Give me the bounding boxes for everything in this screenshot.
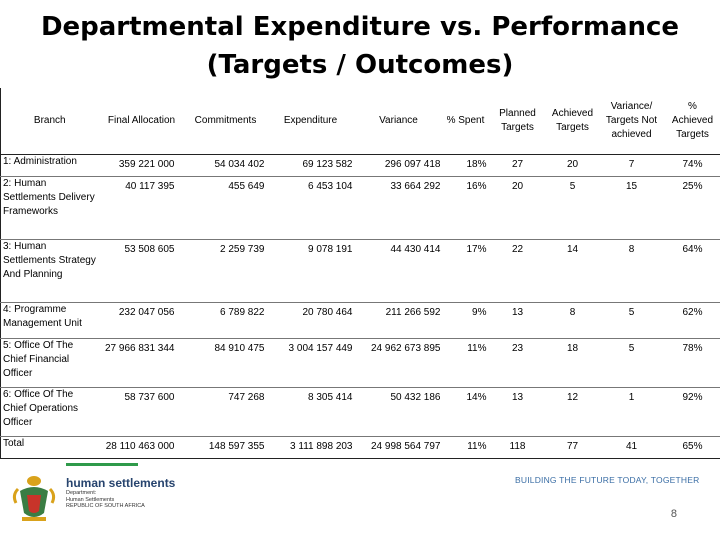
cell-final-allocation: 53 508 605 <box>99 240 185 303</box>
cell-planned: 20 <box>489 177 547 240</box>
cell-branch: 3: Human Settlements Strategy And Planning <box>1 240 99 303</box>
cell-pct-achieved: 92% <box>665 388 720 437</box>
cell-planned: 118 <box>489 437 547 459</box>
header-commitments: Commitments <box>185 88 267 155</box>
cell-not-achieved: 15 <box>599 177 665 240</box>
cell-not-achieved: 1 <box>599 388 665 437</box>
cell-expenditure: 3 004 157 449 <box>267 339 355 388</box>
cell-pct-achieved: 62% <box>665 303 720 339</box>
cell-expenditure: 69 123 582 <box>267 155 355 177</box>
title-line-1: Departmental Expenditure vs. Performance <box>40 12 680 42</box>
cell-variance: 50 432 186 <box>355 388 443 437</box>
cell-final-allocation: 40 117 395 <box>99 177 185 240</box>
cell-branch: 4: Programme Management Unit <box>1 303 99 339</box>
cell-pct-achieved: 78% <box>665 339 720 388</box>
table-header-row <box>1 88 720 155</box>
cell-pct-spent: 11% <box>443 339 489 388</box>
cell-not-achieved: 5 <box>599 339 665 388</box>
table-row <box>1 388 720 437</box>
cell-pct-spent: 16% <box>443 177 489 240</box>
cell-not-achieved: 41 <box>599 437 665 459</box>
cell-final-allocation: 232 047 056 <box>99 303 185 339</box>
cell-planned: 27 <box>489 155 547 177</box>
cell-variance: 296 097 418 <box>355 155 443 177</box>
cell-commitments: 84 910 475 <box>185 339 267 388</box>
cell-planned: 13 <box>489 303 547 339</box>
cell-final-allocation: 58 737 600 <box>99 388 185 437</box>
cell-pct-achieved: 64% <box>665 240 720 303</box>
table-row <box>1 303 720 339</box>
header-expenditure: Expenditure <box>267 88 355 155</box>
cell-achieved: 14 <box>547 240 599 303</box>
table-row <box>1 240 720 303</box>
cell-achieved: 8 <box>547 303 599 339</box>
cell-pct-achieved: 25% <box>665 177 720 240</box>
header-not-achieved: Variance/ Targets Not achieved <box>599 88 665 155</box>
table-row <box>1 177 720 240</box>
cell-branch: Total <box>1 437 99 459</box>
cell-achieved: 18 <box>547 339 599 388</box>
cell-expenditure: 3 111 898 203 <box>267 437 355 459</box>
cell-final-allocation: 359 221 000 <box>99 155 185 177</box>
cell-achieved: 12 <box>547 388 599 437</box>
cell-commitments: 6 789 822 <box>185 303 267 339</box>
cell-pct-spent: 9% <box>443 303 489 339</box>
header-pct-achieved: % Achieved Targets <box>665 88 720 155</box>
cell-expenditure: 9 078 191 <box>267 240 355 303</box>
header-planned-targets: Planned Targets <box>489 88 547 155</box>
logo-title: human settlements <box>66 476 176 490</box>
slide-title <box>0 8 720 84</box>
header-variance: Variance <box>355 88 443 155</box>
cell-branch: 1: Administration <box>1 155 99 177</box>
cell-planned: 13 <box>489 388 547 437</box>
cell-expenditure: 8 305 414 <box>267 388 355 437</box>
cell-expenditure: 6 453 104 <box>267 177 355 240</box>
slide-footer <box>0 461 720 540</box>
cell-planned: 23 <box>489 339 547 388</box>
cell-commitments: 54 034 402 <box>185 155 267 177</box>
cell-pct-spent: 11% <box>443 437 489 459</box>
table-row-total <box>1 437 720 459</box>
logo-subtitle-1: Department: <box>66 490 97 496</box>
header-pct-spent: % Spent <box>443 88 489 155</box>
page-number: 8 <box>670 508 677 520</box>
tagline: BUILDING THE FUTURE TODAY, TOGETHER <box>515 475 700 485</box>
cell-branch: 5: Office Of The Chief Financial Officer <box>1 339 99 388</box>
cell-variance: 24 962 673 895 <box>355 339 443 388</box>
cell-variance: 44 430 414 <box>355 240 443 303</box>
expenditure-table <box>0 88 720 459</box>
cell-final-allocation: 28 110 463 000 <box>99 437 185 459</box>
header-final-allocation: Final Allocation <box>99 88 185 155</box>
cell-commitments: 148 597 355 <box>185 437 267 459</box>
header-achieved-targets: Achieved Targets <box>547 88 599 155</box>
cell-pct-spent: 17% <box>443 240 489 303</box>
cell-commitments: 455 649 <box>185 177 267 240</box>
cell-final-allocation: 27 966 831 344 <box>99 339 185 388</box>
cell-variance: 33 664 292 <box>355 177 443 240</box>
table-row <box>1 339 720 388</box>
cell-achieved: 20 <box>547 155 599 177</box>
cell-not-achieved: 8 <box>599 240 665 303</box>
coat-of-arms-icon <box>10 473 58 525</box>
cell-pct-achieved: 65% <box>665 437 720 459</box>
department-logo <box>66 466 175 510</box>
cell-pct-spent: 14% <box>443 388 489 437</box>
cell-planned: 22 <box>489 240 547 303</box>
cell-branch: 2: Human Settlements Delivery Frameworks <box>1 177 99 240</box>
table-row <box>1 155 720 177</box>
logo-subtitle-3: REPUBLIC OF SOUTH AFRICA <box>66 503 145 509</box>
cell-achieved: 77 <box>547 437 599 459</box>
header-branch: Branch <box>1 88 99 155</box>
cell-variance: 24 998 564 797 <box>355 437 443 459</box>
cell-commitments: 747 268 <box>185 388 267 437</box>
cell-not-achieved: 7 <box>599 155 665 177</box>
cell-achieved: 5 <box>547 177 599 240</box>
cell-pct-achieved: 74% <box>665 155 720 177</box>
cell-expenditure: 20 780 464 <box>267 303 355 339</box>
cell-not-achieved: 5 <box>599 303 665 339</box>
cell-variance: 211 266 592 <box>355 303 443 339</box>
cell-branch: 6: Office Of The Chief Operations Officer <box>1 388 99 437</box>
cell-commitments: 2 259 739 <box>185 240 267 303</box>
logo-subtitle-2: Human Settlements <box>66 496 115 503</box>
cell-pct-spent: 18% <box>443 155 489 177</box>
title-line-2: (Targets / Outcomes) <box>206 50 514 80</box>
